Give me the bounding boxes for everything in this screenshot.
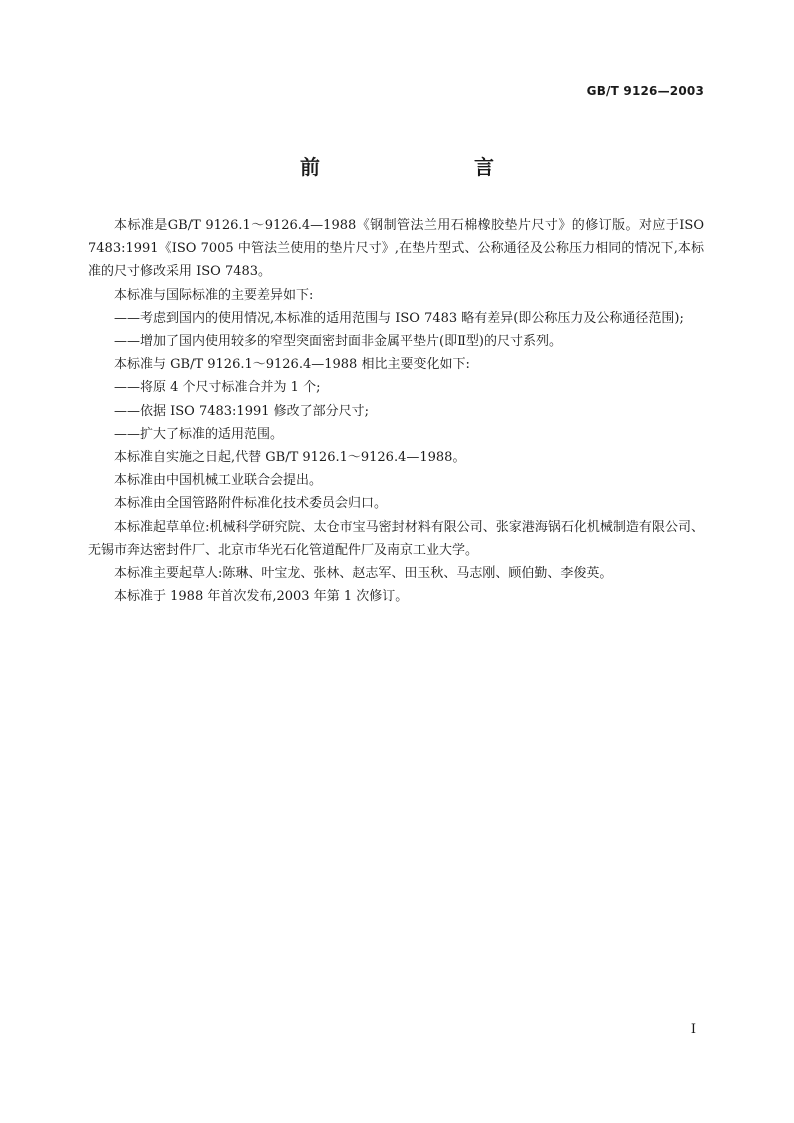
- paragraph-differences-intro: 本标准与国际标准的主要差异如下:: [114, 287, 314, 303]
- list-item-change-2: ——依据 ISO 7483:1991 修改了部分尺寸;: [114, 403, 370, 419]
- page-title: 前 言: [300, 155, 532, 179]
- paragraph-proposer: 本标准由中国机械工业联合会提出。: [114, 473, 323, 489]
- paragraph-drafters: 本标准主要起草人:陈琳、叶宝龙、张林、赵志军、田玉秋、马志刚、顾伯勤、李俊英。: [114, 566, 613, 582]
- list-item-difference-2: ——增加了国内使用较多的窄型突面密封面非金属平垫片(即Ⅱ型)的尺寸系列。: [114, 334, 562, 350]
- paragraph-publication-history: 本标准于 1988 年首次发布,2003 年第 1 次修订。: [114, 589, 409, 605]
- paragraph-replacement: 本标准自实施之日起,代替 GB/T 9126.1～9126.4—1988。: [114, 450, 466, 466]
- paragraph-revision-note: 本标准是GB/T 9126.1～9126.4—1988《钢制管法兰用石棉橡胶垫片尺寸》的修订版。对应于ISO 7483:1991《ISO 7005 中管法兰使用的垫片尺寸》,在垫片型式、公称通径及公称压力相同的情况下,本标准的尺寸修改采用 ISO 7483。: [88, 218, 704, 280]
- paragraph-committee: 本标准由全国管路附件标准化技术委员会归口。: [114, 496, 388, 512]
- foreword-body: [88, 214, 704, 608]
- list-item-difference-1: ——考虑到国内的使用情况,本标准的适用范围与 ISO 7483 略有差异(即公称压力及公称通径范围);: [114, 310, 684, 326]
- paragraph-changes-intro: 本标准与 GB/T 9126.1～9126.4—1988 相比主要变化如下:: [114, 357, 470, 373]
- list-item-change-3: ——扩大了标准的适用范围。: [114, 426, 284, 442]
- document-code: GB/T 9126—2003: [586, 84, 704, 98]
- list-item-change-1: ——将原 4 个尺寸标准合并为 1 个;: [114, 380, 321, 396]
- paragraph-drafting-units: 本标准起草单位:机械科学研究院、太仓市宝马密封材料有限公司、张家港海锅石化机械制造有限公司、无锡市奔达密封件厂、北京市华光石化管道配件厂及南京工业大学。: [88, 519, 704, 558]
- page-number: Ⅰ: [690, 1022, 696, 1037]
